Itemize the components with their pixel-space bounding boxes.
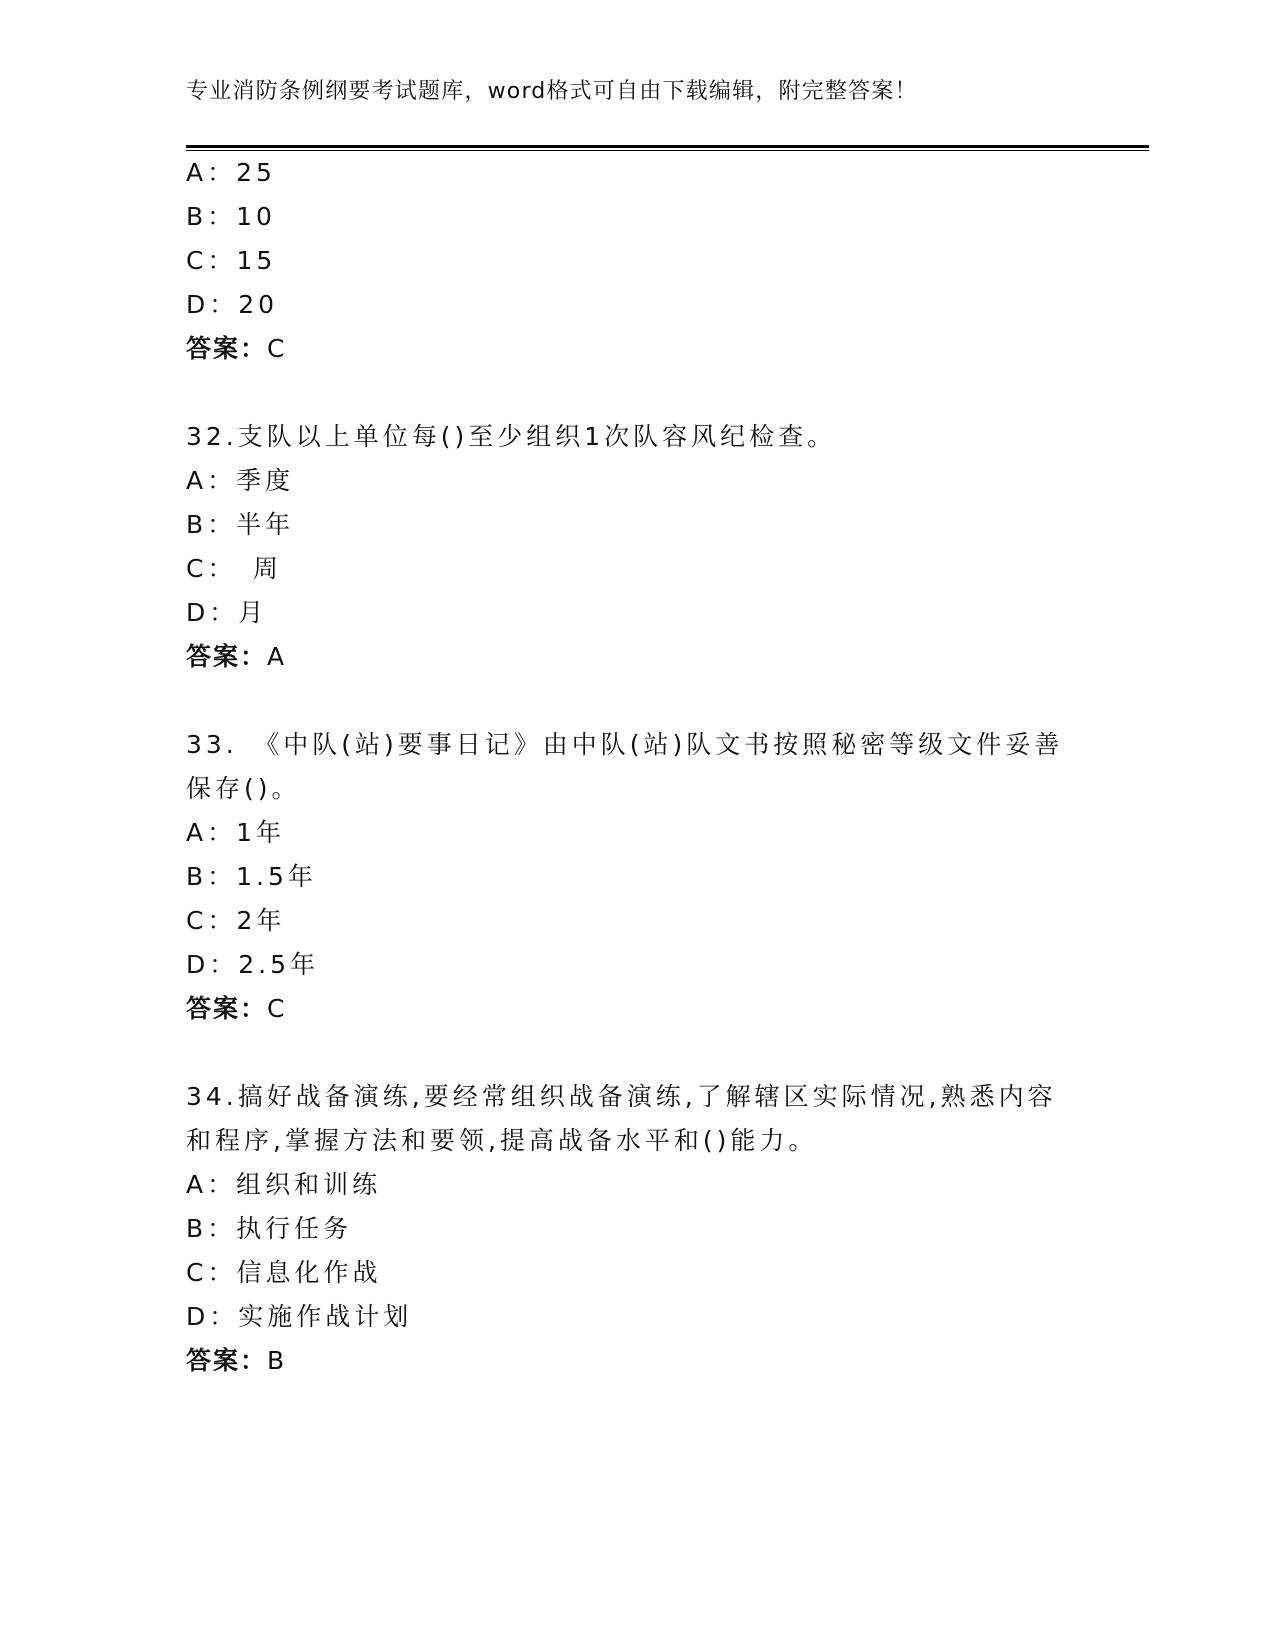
q34-stem-line-2: 和程序,掌握方法和要领,提高战备水平和()能力。 [186, 1126, 818, 1155]
q31-option-a: A：25 [186, 158, 276, 187]
q34-answer [186, 1346, 286, 1376]
q32-answer-value: A [267, 642, 287, 671]
q31-answer [186, 334, 286, 364]
q33-option-a: A：1年 [186, 818, 286, 847]
q31-answer-label: 答案： [186, 334, 268, 363]
q31-option-d: D：20 [186, 290, 279, 319]
q34-option-b: B：执行任务 [186, 1214, 353, 1243]
q33-option-c: C：2年 [186, 906, 286, 935]
q33-answer [186, 994, 286, 1024]
q33-answer-label: 答案： [186, 994, 268, 1023]
q33-stem-line-2: 保存()。 [186, 774, 301, 803]
q32-option-b: B：半年 [186, 510, 295, 539]
q31-answer-value: C [267, 334, 287, 363]
q32-answer [186, 642, 286, 672]
q34-option-d: D：实施作战计划 [186, 1302, 413, 1331]
q34-option-c: C：信息化作战 [186, 1258, 382, 1287]
q33-option-d: D：2.5年 [186, 950, 320, 979]
q32-answer-label: 答案： [186, 642, 268, 671]
q34-answer-value: B [267, 1346, 287, 1375]
q32-option-c: C： 周 [186, 554, 282, 583]
page-header: 专业消防条例纲要考试题库，word格式可自由下载编辑，附完整答案！ [186, 79, 918, 104]
q32-option-d: D：月 [186, 598, 268, 627]
q33-option-b: B：1.5年 [186, 862, 317, 891]
q31-option-b: B：10 [186, 202, 276, 231]
q31-option-c: C：15 [186, 246, 277, 275]
header-rule-thin [186, 150, 1149, 151]
q34-option-a: A：组织和训练 [186, 1170, 382, 1199]
q32-stem: 32.支队以上单位每()至少组织1次队容风纪检查。 [186, 422, 837, 451]
header-rule [186, 145, 1149, 148]
q34-answer-label: 答案： [186, 1346, 268, 1375]
q33-stem-line-1: 33. 《中队(站)要事日记》由中队(站)队文书按照秘密等级文件妥善 [186, 730, 1064, 759]
q32-option-a: A：季度 [186, 466, 295, 495]
q33-answer-value: C [267, 994, 287, 1023]
q34-stem-line-1: 34.搞好战备演练,要经常组织战备演练,了解辖区实际情况,熟悉内容 [186, 1082, 1057, 1111]
